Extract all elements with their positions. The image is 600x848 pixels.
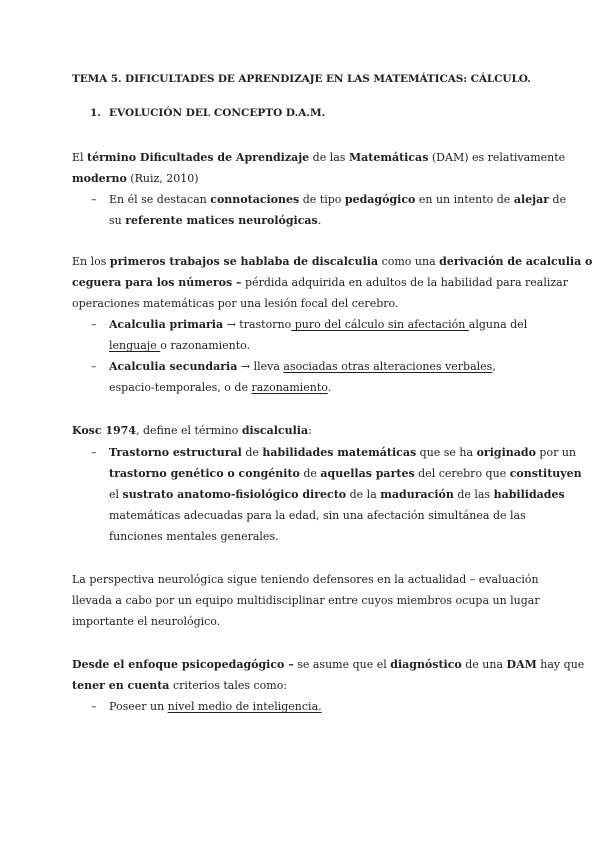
bold-text: Desde el enfoque psicopedagógico – (72, 658, 294, 671)
text: criterios tales como: (169, 679, 288, 692)
text: su (109, 214, 126, 227)
text: , (492, 360, 496, 373)
bold-text: moderno (72, 172, 127, 185)
section-heading-text: EVOLUCIÓN DEL CONCEPTO D.A.M. (109, 107, 326, 119)
underlined-text: lenguaje (109, 339, 161, 352)
bold-text: Acalculia primaria (109, 318, 224, 331)
text: (DAM) es relativamente (428, 151, 566, 164)
list-acalculia (91, 314, 527, 398)
text: el (109, 488, 123, 501)
list-item (91, 442, 582, 547)
text: de la (346, 488, 381, 501)
list-item (91, 696, 322, 717)
paragraph-discalculia-origin (72, 251, 592, 314)
text: de (549, 193, 567, 206)
bold-text: Matemáticas (348, 151, 429, 164)
text: . (317, 214, 322, 227)
bold-text: habilidades (493, 488, 565, 501)
text: hay que (536, 658, 585, 671)
text: o razonamiento. (160, 339, 251, 352)
text: en un intento de (415, 193, 514, 206)
text: de (241, 446, 263, 459)
bold-text: ceguera para los números – (72, 276, 242, 289)
text: El (72, 151, 88, 164)
text: alguna del (468, 318, 528, 331)
bold-text: Acalculia secundaria (109, 360, 238, 373)
text: importante el neurológico. (72, 615, 221, 628)
paragraph-psychopedagogical (72, 654, 584, 696)
text: de (299, 467, 321, 480)
list-kosc-definition (91, 442, 582, 547)
bold-text: Kosc 1974 (72, 424, 136, 437)
text: de las (453, 488, 494, 501)
underlined-text: nivel medio de inteligencia. (167, 700, 322, 713)
text: La perspectiva neurológica sigue teniendo defensores en la actualidad – evaluación (72, 573, 539, 586)
list-dam-term (91, 189, 566, 231)
text: que se ha (416, 446, 477, 459)
paragraph-neurological (72, 569, 540, 632)
text: espacio-temporales, o de (109, 381, 252, 394)
text: por un (535, 446, 577, 459)
bold-text: DAM (506, 658, 537, 671)
list-item (91, 189, 566, 231)
bold-text: maduración (380, 488, 454, 501)
underlined-text: asociadas otras alteraciones verbales (283, 360, 493, 373)
document-title: TEMA 5. DIFICULTADES DE APRENDIZAJE EN LAS MATEMÁTICAS: CÁLCULO. (72, 73, 531, 85)
bold-text: alejar (513, 193, 550, 206)
text: → lleva (237, 360, 284, 373)
bold-text: pedagógico (344, 193, 416, 206)
text: En él se destacan (109, 193, 211, 206)
text: como una (378, 255, 440, 268)
bold-text: constituyen (509, 467, 582, 480)
text: se asume que el (293, 658, 391, 671)
paragraph-kosc (72, 420, 312, 441)
text: operaciones matemáticas por una lesión focal del cerebro. (72, 297, 399, 310)
bold-text: sustrato anatomo-fisiológico directo (122, 488, 347, 501)
text: de tipo (299, 193, 345, 206)
list-item (91, 314, 527, 356)
text: pérdida adquirida en adultos de la habilidad para realizar (241, 276, 568, 289)
text: , define el término (136, 424, 242, 437)
text: Poseer un (109, 700, 168, 713)
bold-text: discalculia (241, 424, 309, 437)
paragraph-dam-term (72, 147, 565, 189)
bold-text: primeros trabajos se hablaba de discalculia (109, 255, 379, 268)
text: → trastorno (223, 318, 292, 331)
list-criteria (91, 696, 322, 717)
section-heading (90, 106, 325, 120)
text: llevada a cabo por un equipo multidisciplinar entre cuyos miembros ocupa un lugar (72, 594, 540, 607)
bold-text: Trastorno estructural (109, 446, 242, 459)
bold-text: tener en cuenta (72, 679, 170, 692)
bold-text: diagnóstico (390, 658, 462, 671)
text: (Ruiz, 2010) (126, 172, 199, 185)
section-number: 1. (90, 107, 101, 119)
text: matemáticas adecuadas para la edad, sin una afectación simultánea de las (109, 509, 526, 522)
list-item (91, 356, 527, 398)
bold-text: originado (476, 446, 536, 459)
underlined-text: razonamiento (251, 381, 328, 394)
text: funciones mentales generales. (109, 530, 279, 543)
underlined-text: puro del cálculo sin afectación (291, 318, 469, 331)
text: de las (309, 151, 349, 164)
bold-text: aquellas partes (320, 467, 415, 480)
text: del cerebro que (414, 467, 510, 480)
bold-text: referente matices neurológicas (125, 214, 318, 227)
bold-text: trastorno genético o congénito (109, 467, 300, 480)
bold-text: connotaciones (210, 193, 300, 206)
text: . (327, 381, 332, 394)
text: En los (72, 255, 110, 268)
bold-text: habilidades matemáticas (262, 446, 417, 459)
bold-text: término Dificultades de Aprendizaje (87, 151, 310, 164)
bold-text: derivación de acalculia o (439, 255, 593, 268)
text: de una (461, 658, 507, 671)
text: : (308, 424, 312, 437)
